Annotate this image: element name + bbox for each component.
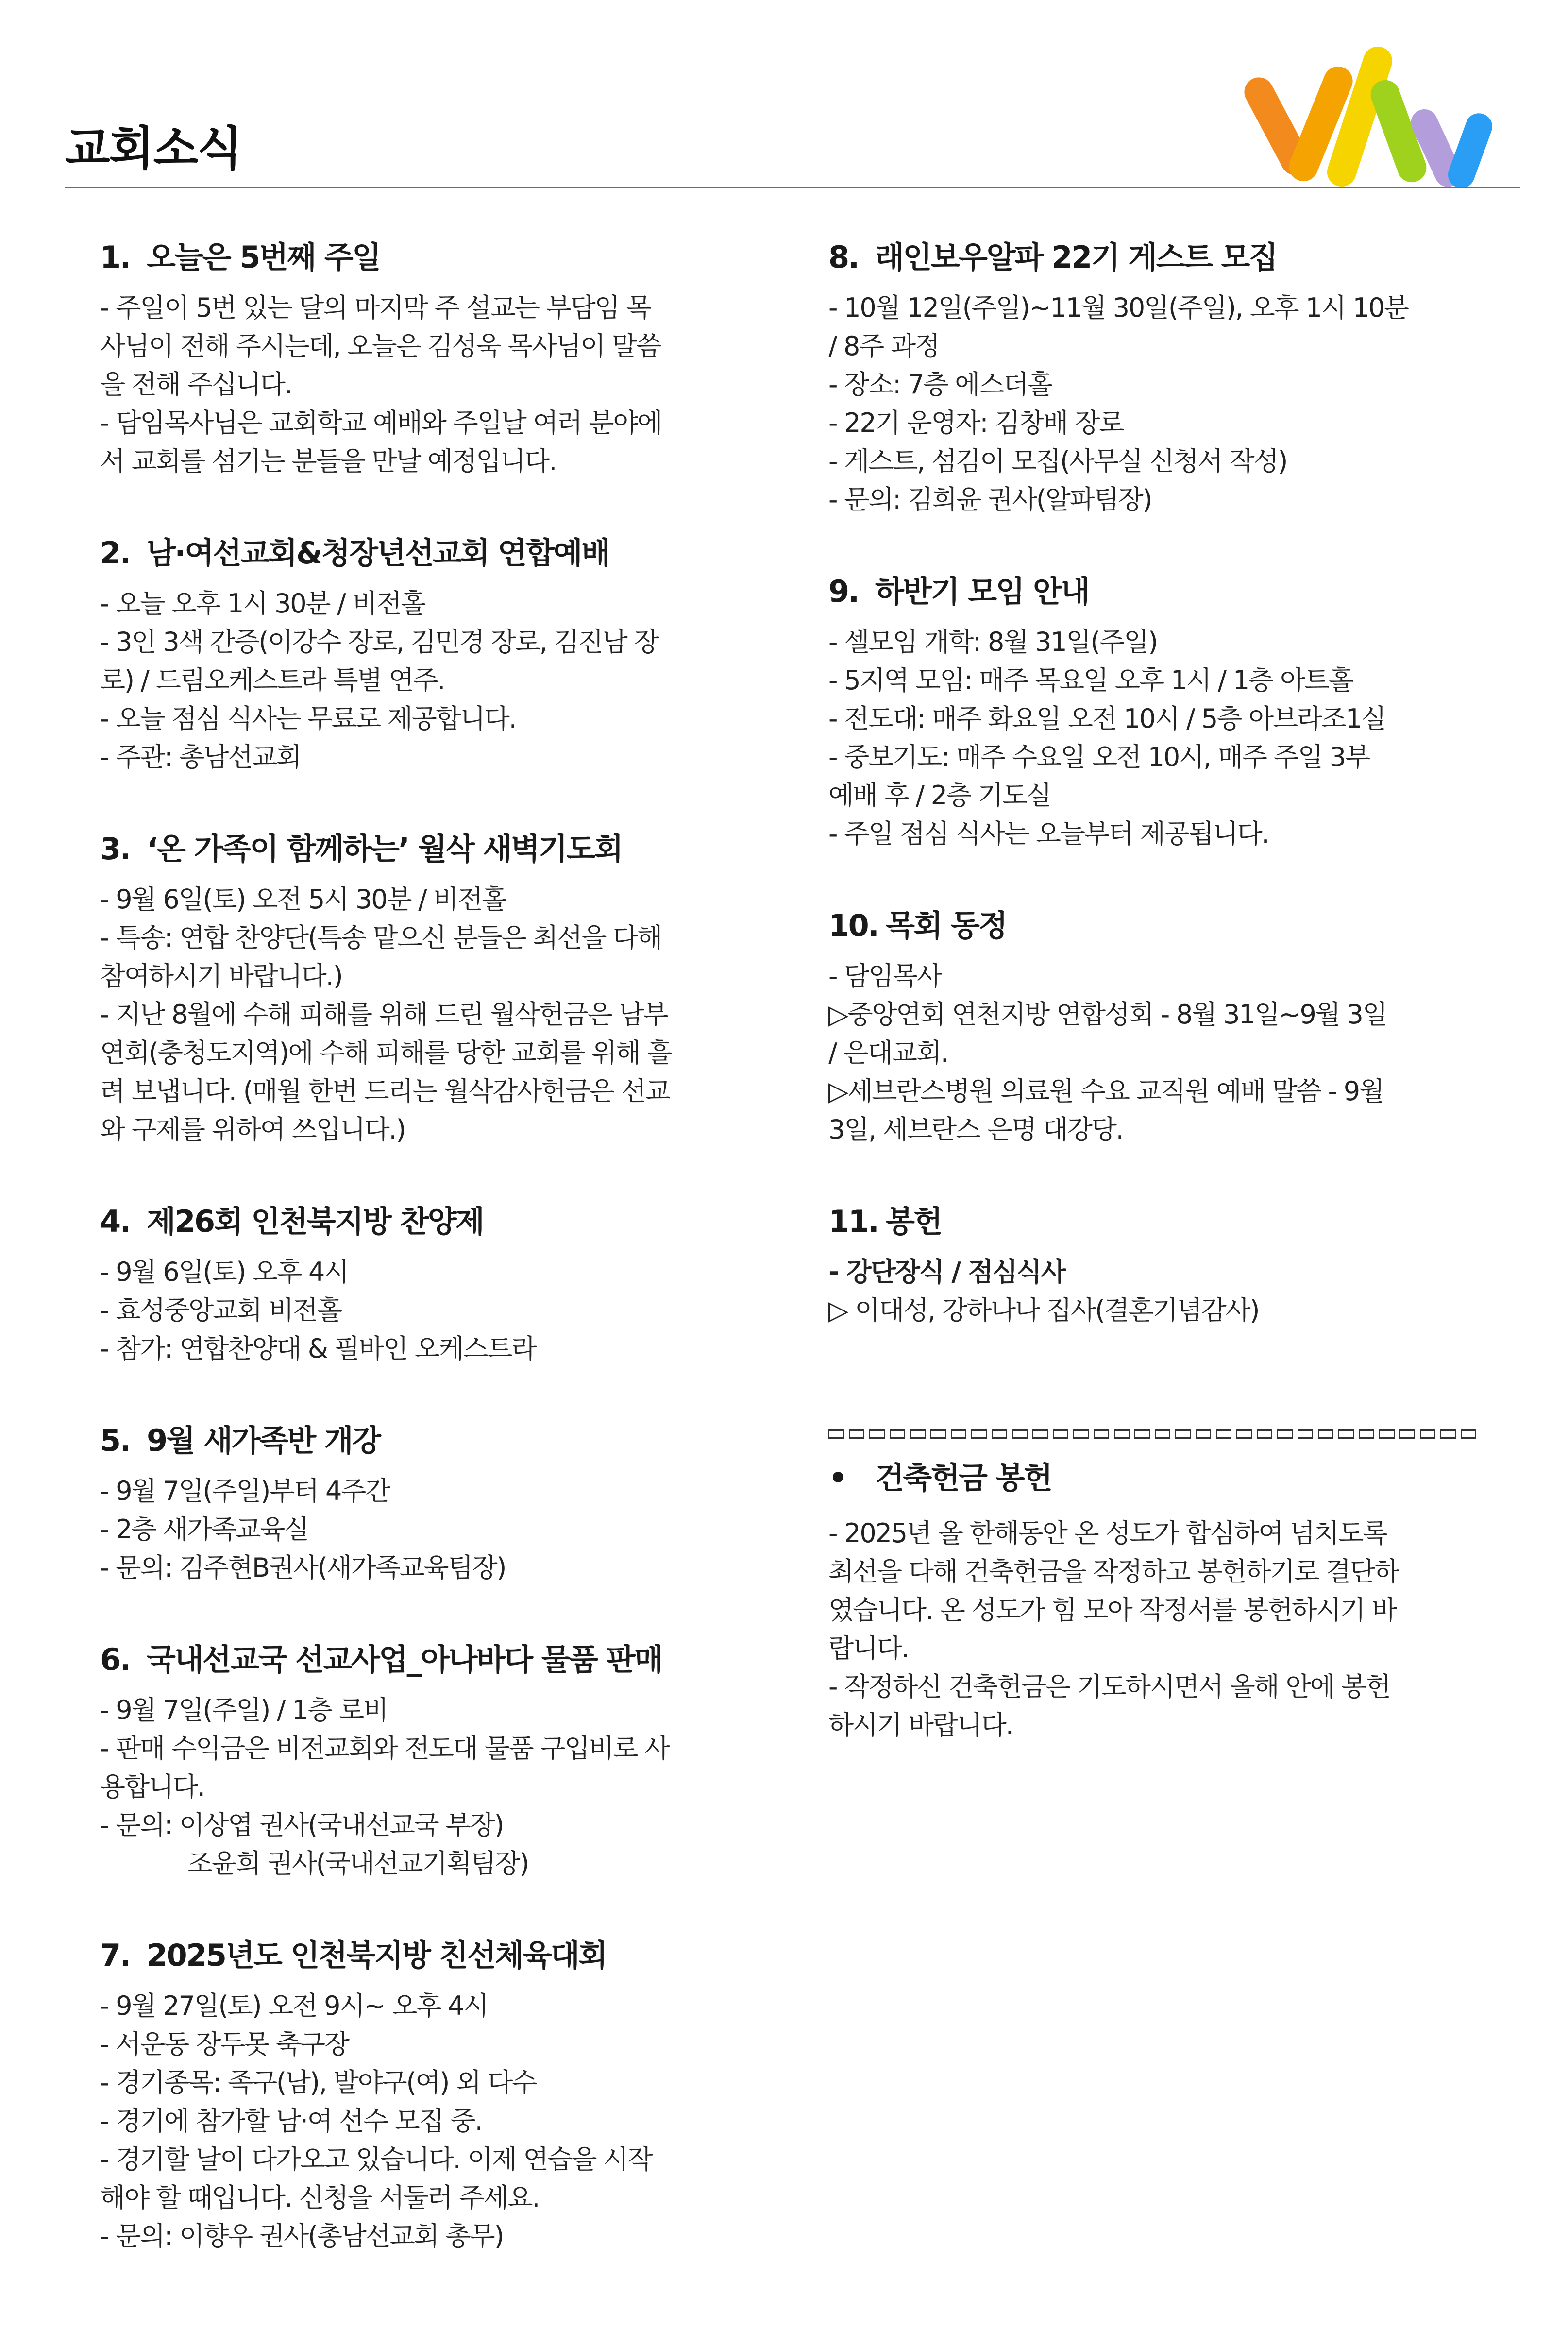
item-line: - 문의: 이상엽 권사(국내선교국 부장)	[100, 1810, 504, 1840]
item-number: 3.	[100, 831, 130, 867]
dashed-divider	[828, 1427, 1479, 1442]
item-line: 을 전해 주십니다.	[100, 369, 292, 400]
item-line: - 오늘 오후 1시 30분 / 비전홀	[100, 588, 425, 619]
right-column	[828, 233, 1484, 1793]
left-column	[100, 233, 756, 2304]
item-line: - 지난 8월에 수해 피해를 위해 드린 월삭헌금은 남부	[100, 999, 668, 1030]
item-line: 용합니다.	[100, 1771, 204, 1802]
header-divider	[65, 187, 1520, 188]
page-title: 교회소식	[65, 121, 241, 176]
item-line: 최선을 다해 건축헌금을 작정하고 봉헌하기로 결단하	[828, 1556, 1399, 1587]
item-line: - 22기 운영자: 김창배 장로	[828, 408, 1124, 438]
item-line: - 게스트, 섬김이 모집(사무실 신청서 작성)	[828, 446, 1287, 476]
item-line: 연회(충청도지역)에 수해 피해를 당한 교회를 위해 흘	[100, 1037, 672, 1068]
news-item-7	[100, 1931, 756, 2255]
item-line: - 강단장식 / 점심식사	[828, 1257, 1065, 1287]
item-line: / 8주 과정	[828, 331, 939, 361]
item-line: 로) / 드림오케스트라 특별 연주.	[100, 665, 445, 696]
news-item-8	[828, 233, 1484, 519]
item-line: 참여하시기 바랍니다.)	[100, 961, 342, 991]
news-item-11	[828, 1197, 1484, 1329]
item-line: - 주일이 5번 있는 달의 마지막 주 설교는 부담임 목	[100, 292, 651, 323]
item-line: 3일, 세브란스 은명 대강당.	[828, 1114, 1123, 1145]
item-line: 예배 후 / 2층 기도실	[828, 780, 1051, 811]
news-item-4	[100, 1197, 756, 1368]
item-line: - 3인 3색 간증(이강수 장로, 김민경 장로, 김진남 장	[100, 627, 658, 657]
item-title: 목회 동정	[886, 908, 1007, 943]
item-number: 2.	[100, 535, 130, 571]
item-line: 서 교회를 섬기는 분들을 만날 예정입니다.	[100, 446, 556, 476]
item-number: 7.	[100, 1938, 130, 1973]
church-logo	[1243, 34, 1505, 194]
item-line: - 주관: 총남선교회	[100, 742, 301, 772]
item-title: 국내선교국 선교사업_아나바다 물품 판매	[147, 1642, 662, 1677]
item-line: - 경기에 참가할 남·여 선수 모집 중.	[100, 2106, 482, 2136]
news-item-3	[100, 825, 756, 1149]
item-line: - 9월 27일(토) 오전 9시~ 오후 4시	[100, 1990, 488, 2021]
item-line: - 2025년 올 한해동안 온 성도가 합심하여 넘치도록	[828, 1518, 1387, 1548]
item-title: 9월 새가족반 개강	[147, 1423, 380, 1458]
item-line: - 문의: 김주현B권사(새가족교육팀장)	[100, 1552, 506, 1583]
item-number: 8.	[828, 239, 859, 275]
item-line: 하시기 바랍니다.	[828, 1710, 1013, 1740]
item-line: - 9월 6일(토) 오후 4시	[100, 1257, 349, 1287]
item-line: - 5지역 모임: 매주 목요일 오후 1시 / 1층 아트홀	[828, 665, 1353, 696]
item-line: - 9월 7일(주일)부터 4주간	[100, 1476, 390, 1506]
item-line: 사님이 전해 주시는데, 오늘은 김성욱 목사님이 말씀	[100, 331, 660, 361]
item-line: - 9월 6일(토) 오전 5시 30분 / 비전홀	[100, 884, 506, 915]
item-line: - 9월 7일(주일) / 1층 로비	[100, 1695, 388, 1725]
item-line: - 효성중앙교회 비전홀	[100, 1295, 341, 1326]
news-item-10	[828, 901, 1484, 1149]
item-line: - 판매 수익금은 비전교회와 전도대 물품 구입비로 사	[100, 1733, 669, 1764]
item-title: 2025년도 인천북지방 친선체육대회	[147, 1938, 607, 1973]
item-line: - 담임목사	[828, 961, 942, 991]
item-number: 1.	[100, 239, 130, 275]
item-number: 9.	[828, 574, 859, 609]
item-line: - 경기종목: 족구(남), 발야구(여) 외 다수	[100, 2067, 537, 2098]
item-line: ▷중앙연회 연천지방 연합성회 - 8월 31일~9월 3일	[828, 999, 1387, 1030]
item-line: - 경기할 날이 다가오고 있습니다. 이제 연습을 시작	[100, 2144, 652, 2175]
item-line: - 서운동 장두못 축구장	[100, 2029, 349, 2059]
item-line: - 중보기도: 매주 수요일 오전 10시, 매주 주일 3부	[828, 742, 1369, 772]
item-line: - 담임목사님은 교회학교 예배와 주일날 여러 분야에	[100, 408, 662, 438]
item-line: 랍니다.	[828, 1633, 909, 1664]
item-title: 봉헌	[886, 1204, 942, 1239]
item-line: - 오늘 점심 식사는 무료로 제공합니다.	[100, 703, 516, 734]
item-line: - 문의: 김희윤 권사(알파팀장)	[828, 484, 1152, 515]
item-line: 조윤희 권사(국내선교기획팀장)	[187, 1848, 529, 1879]
building-fund-title: 건축헌금 봉헌	[875, 1460, 1052, 1496]
bullet-icon: •	[828, 1460, 847, 1496]
item-line: - 장소: 7층 에스더홀	[828, 369, 1052, 400]
item-number: 6.	[100, 1642, 130, 1677]
item-line: - 주일 점심 식사는 오늘부터 제공됩니다.	[828, 818, 1269, 849]
item-line: 해야 할 때입니다. 신청을 서둘러 주세요.	[100, 2182, 540, 2213]
item-line: / 은대교회.	[828, 1037, 948, 1068]
news-item-1	[100, 233, 756, 480]
item-title: 남·여선교회&청장년선교회 연합예배	[147, 535, 609, 571]
item-line: - 참가: 연합찬양대 & 필바인 오케스트라	[100, 1333, 536, 1364]
item-line: - 셀모임 개학: 8월 31일(주일)	[828, 627, 1158, 657]
item-line: - 문의: 이향우 권사(총남선교회 총무)	[100, 2221, 504, 2251]
item-line: - 전도대: 매주 화요일 오전 10시 / 5층 아브라조1실	[828, 703, 1386, 734]
item-title: ‘온 가족이 함께하는’ 월삭 새벽기도회	[147, 831, 623, 867]
item-line: - 작정하신 건축헌금은 기도하시면서 올해 안에 봉헌	[828, 1671, 1390, 1702]
item-title: 래인보우알파 22기 게스트 모집	[875, 239, 1277, 275]
item-line: - 10월 12일(주일)~11월 30일(주일), 오후 1시 10분	[828, 292, 1408, 323]
news-item-6	[100, 1635, 756, 1883]
item-line: 려 보냅니다. (매월 한번 드리는 월삭감사헌금은 선교	[100, 1076, 670, 1106]
item-line: 와 구제를 위하여 쓰입니다.)	[100, 1114, 405, 1145]
item-number: 10.	[828, 908, 878, 943]
item-number: 5.	[100, 1423, 130, 1458]
item-number: 11.	[828, 1204, 878, 1239]
item-number: 4.	[100, 1204, 130, 1239]
item-line: - 특송: 연합 찬양단(특송 맡으신 분들은 최선을 다해	[100, 922, 662, 953]
news-item-2	[100, 529, 756, 776]
item-title: 제26회 인천북지방 찬양제	[147, 1204, 484, 1239]
item-line: ▷세브란스병원 의료원 수요 교직원 예배 말씀 - 9월	[828, 1076, 1383, 1106]
item-line: - 2층 새가족교육실	[100, 1514, 309, 1545]
news-item-5	[100, 1416, 756, 1587]
building-fund-section	[828, 1454, 1484, 1744]
news-item-9	[828, 567, 1484, 853]
item-title: 오늘은 5번째 주일	[147, 239, 380, 275]
item-line: 였습니다. 온 성도가 힘 모아 작정서를 봉헌하시기 바	[828, 1595, 1396, 1625]
item-title: 하반기 모임 안내	[875, 574, 1089, 609]
item-line: ▷ 이대성, 강하나나 집사(결혼기념감사)	[828, 1295, 1259, 1326]
